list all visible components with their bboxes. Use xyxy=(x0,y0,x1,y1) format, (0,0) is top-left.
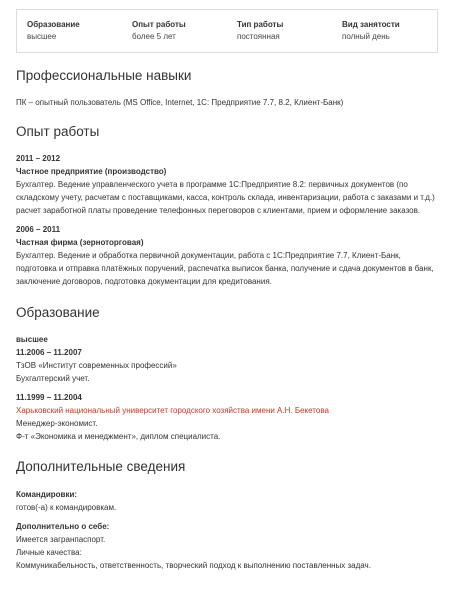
education-entry xyxy=(16,391,441,443)
summary-value: более 5 лет xyxy=(132,32,176,41)
additional-heading: Дополнительные сведения xyxy=(16,459,186,474)
education-period: 11.2006 – 11.2007 xyxy=(16,348,82,357)
job-company: Частное предприятие (производство) xyxy=(16,167,167,176)
education-institution: ТзОВ «Институт современных профессий» xyxy=(16,361,177,370)
job-period: 2011 – 2012 xyxy=(16,154,61,163)
education-level: высшее xyxy=(16,335,48,344)
trips-label: Командировки: xyxy=(16,490,78,499)
summary-label: Опыт работы xyxy=(132,20,186,29)
summary-employment xyxy=(332,10,437,52)
additional-about xyxy=(16,520,441,572)
summary-value: высшее xyxy=(27,32,57,41)
education-period: 11.1999 – 11.2004 xyxy=(16,393,82,402)
summary-label: Тип работы xyxy=(237,20,284,29)
skills-heading: Профессиональные навыки xyxy=(16,68,192,83)
job-description: Бухгалтер. Ведение управленческого учета в программе 1С:Предприятие 8.2: первичных документов (по складскому учету, расчетам с поставщиками, касса, контроль склада, инвентаризации, работа с заказами и т.д.) расчет заработной платы проведение телефонных переговоров с клиентами, прием и оформление заказов. xyxy=(16,180,435,215)
skills-text xyxy=(16,96,441,109)
summary-value: полный день xyxy=(342,32,390,41)
summary-education xyxy=(17,10,122,52)
summary-value: постоянная xyxy=(237,32,280,41)
summary-experience xyxy=(122,10,227,52)
job-entry xyxy=(16,223,441,288)
job-period: 2006 – 2011 xyxy=(16,225,61,234)
summary-label: Вид занятости xyxy=(342,20,400,29)
education-details: Бухгалтерский учет. xyxy=(16,374,90,383)
about-line: Коммуникабельность, ответственность, творческий подход к выполнению поставленных задач. xyxy=(16,561,371,570)
university-link[interactable]: Харьковский национальный университет городского хозяйства имени А.Н. Бекетова xyxy=(16,406,329,415)
education-heading: Образование xyxy=(16,305,100,320)
additional-trips xyxy=(16,488,441,514)
job-company: Частная фирма (зерноторговая) xyxy=(16,238,144,247)
about-line: Имеется загранпаспорт. xyxy=(16,535,106,544)
summary-label: Образование xyxy=(27,20,80,29)
education-details: Менеджер-экономист. xyxy=(16,419,98,428)
summary-box xyxy=(16,9,438,53)
skills-description: ПК – опытный пользователь (MS Office, Internet, 1С: Предприятие 7.7, 8.2, Клиент-Банк) xyxy=(16,98,344,107)
education-details-faculty: Ф-т «Экономика и менеджмент», диплом специалиста. xyxy=(16,432,221,441)
job-description: Бухгалтер. Ведение и обработка первичной документации, работа с 1С:Предприятие 7.7, Клиент-Банк, подготовка и отправка платёжных поручений, распечатка выписок банка, получение и сдача документов в банк, заключение договоров, подготовка документации для кредитования. xyxy=(16,251,434,286)
experience-heading: Опыт работы xyxy=(16,124,100,139)
job-entry xyxy=(16,152,441,217)
about-line: Личные качества: xyxy=(16,548,82,557)
trips-value: готов(-а) к командировкам. xyxy=(16,503,117,512)
about-label: Дополнительно о себе: xyxy=(16,522,110,531)
summary-work-type xyxy=(227,10,332,52)
education-entries xyxy=(16,333,441,385)
